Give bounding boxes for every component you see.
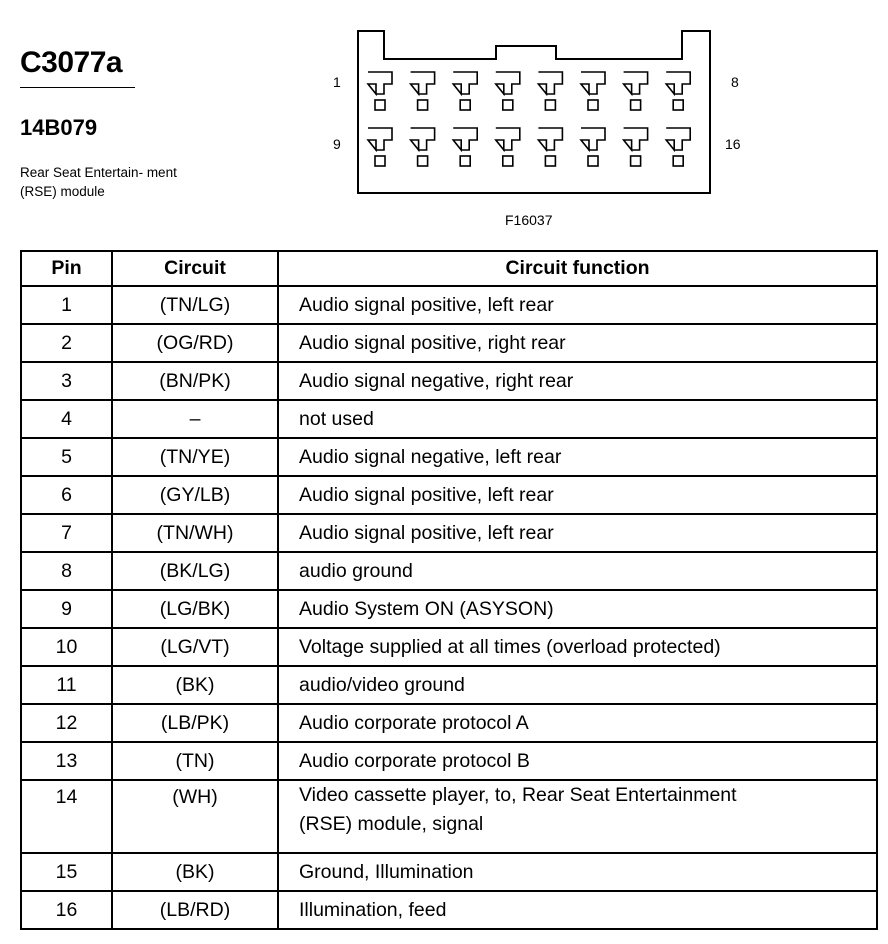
pin-cavity-terminal: [411, 128, 435, 150]
pin-label-bottom-right: 16: [725, 136, 741, 152]
pin-cavity-lock: [460, 156, 470, 166]
pin-cavity-lock: [631, 100, 641, 110]
pin-number: 1: [21, 286, 112, 324]
header-circuit: Circuit: [112, 251, 278, 286]
pin-number: 2: [21, 324, 112, 362]
circuit-code: –: [112, 400, 278, 438]
table-row: [21, 476, 877, 514]
pin-cavity-lock: [588, 100, 598, 110]
connector-id-underline: [20, 87, 135, 88]
pin-label-bottom-left: 9: [333, 136, 341, 152]
pin-cavity-terminal: [368, 128, 392, 150]
pin-cavity-lock: [631, 156, 641, 166]
pin-cavity-terminal: [453, 128, 477, 150]
circuit-code: (BK): [112, 666, 278, 704]
pin-cavity-lock: [418, 100, 428, 110]
pin-cavity-lock: [673, 156, 683, 166]
circuit-function: Audio signal negative, left rear: [278, 438, 877, 476]
circuit-code: (BK): [112, 853, 278, 891]
pin-number: 10: [21, 628, 112, 666]
circuit-function: [278, 780, 877, 853]
pin-label-top-right: 8: [731, 74, 739, 90]
circuit-code: (LB/PK): [112, 704, 278, 742]
table-row: [21, 400, 877, 438]
pin-cavity-lock: [588, 156, 598, 166]
circuit-code: (BN/PK): [112, 362, 278, 400]
circuit-function-line: (RSE) module, signal: [299, 813, 484, 835]
pin-number: 3: [21, 362, 112, 400]
circuit-code: (TN/LG): [112, 286, 278, 324]
pin-cavity-terminal: [368, 72, 392, 94]
table-row: [21, 742, 877, 780]
circuit-function: Illumination, feed: [278, 891, 877, 929]
pin-cavity-terminal: [538, 72, 562, 94]
table-row: [21, 704, 877, 742]
table-row: [21, 666, 877, 704]
circuit-function: not used: [278, 400, 877, 438]
pin-cavity-lock: [503, 156, 513, 166]
pin-cavity-lock: [545, 100, 555, 110]
pin-cavity-lock: [545, 156, 555, 166]
circuit-code: (BK/LG): [112, 552, 278, 590]
circuit-code: (LG/BK): [112, 590, 278, 628]
pin-cavity-lock: [460, 100, 470, 110]
pin-cavity-terminal: [453, 72, 477, 94]
pin-cavity-terminal: [496, 72, 520, 94]
connector-housing: [358, 31, 710, 193]
circuit-function: audio/video ground: [278, 666, 877, 704]
table-row: [21, 628, 877, 666]
table-row: [21, 853, 877, 891]
pin-number: 6: [21, 476, 112, 514]
pin-cavity-terminal: [666, 128, 690, 150]
pin-cavity-terminal: [624, 128, 648, 150]
pin-number: 4: [21, 400, 112, 438]
pin-cavity-lock: [375, 100, 385, 110]
table-row: [21, 552, 877, 590]
pin-cavity-terminal: [624, 72, 648, 94]
pin-label-top-left: 1: [333, 74, 341, 90]
module-description: Rear Seat Entertain- ment (RSE) module: [20, 165, 177, 199]
pin-number: 5: [21, 438, 112, 476]
pin-cavity-terminal: [411, 72, 435, 94]
pin-cavity-lock: [503, 100, 513, 110]
pin-cavity-terminal: [538, 128, 562, 150]
circuit-function-line: Video cassette player, to, Rear Seat Entertainment: [299, 784, 737, 806]
table-row: [21, 324, 877, 362]
circuit-function: Voltage supplied at all times (overload protected): [278, 628, 877, 666]
circuit-code: (OG/RD): [112, 324, 278, 362]
pin-cavity-lock: [418, 156, 428, 166]
connector-face-diagram: [356, 29, 714, 199]
pin-number: 16: [21, 891, 112, 929]
pin-cavity-terminal: [581, 72, 605, 94]
diagram-reference-code: F16037: [505, 212, 553, 228]
table-row: [21, 438, 877, 476]
table-row: [21, 891, 877, 929]
pin-number: 9: [21, 590, 112, 628]
pin-number: 13: [21, 742, 112, 780]
table-row: [21, 362, 877, 400]
table-row: [21, 514, 877, 552]
header-circuit-function: Circuit function: [278, 251, 877, 286]
pin-number: 8: [21, 552, 112, 590]
circuit-function: Audio signal positive, left rear: [278, 476, 877, 514]
connector-id: C3077a: [20, 46, 123, 79]
circuit-function: Audio signal positive, right rear: [278, 324, 877, 362]
header-pin: Pin: [21, 251, 112, 286]
circuit-code: (GY/LB): [112, 476, 278, 514]
table-row: [21, 780, 877, 853]
pin-number: 12: [21, 704, 112, 742]
circuit-code: (TN): [112, 742, 278, 780]
circuit-function: Audio signal positive, left rear: [278, 286, 877, 324]
circuit-function: Audio signal negative, right rear: [278, 362, 877, 400]
pin-number: 14: [21, 780, 112, 853]
circuit-code: (TN/WH): [112, 514, 278, 552]
circuit-function: Audio signal positive, left rear: [278, 514, 877, 552]
circuit-code: (LG/VT): [112, 628, 278, 666]
circuit-code: (LB/RD): [112, 891, 278, 929]
circuit-code: (WH): [112, 780, 278, 853]
pin-cavity-terminal: [496, 128, 520, 150]
circuit-function: Audio System ON (ASYSON): [278, 590, 877, 628]
circuit-function: Audio corporate protocol A: [278, 704, 877, 742]
table-row: [21, 590, 877, 628]
pin-cavity-terminal: [581, 128, 605, 150]
pin-number: 11: [21, 666, 112, 704]
pin-cavity-terminal: [666, 72, 690, 94]
circuit-function: audio ground: [278, 552, 877, 590]
pin-cavity-lock: [673, 100, 683, 110]
circuit-function: Audio corporate protocol B: [278, 742, 877, 780]
circuit-code: (TN/YE): [112, 438, 278, 476]
pin-number: 15: [21, 853, 112, 891]
pin-cavity-lock: [375, 156, 385, 166]
table-header-row: [21, 251, 877, 286]
table-row: [21, 286, 877, 324]
circuit-function: Ground, Illumination: [278, 853, 877, 891]
pinout-table: [20, 250, 878, 930]
pin-number: 7: [21, 514, 112, 552]
part-number: 14B079: [20, 115, 98, 140]
